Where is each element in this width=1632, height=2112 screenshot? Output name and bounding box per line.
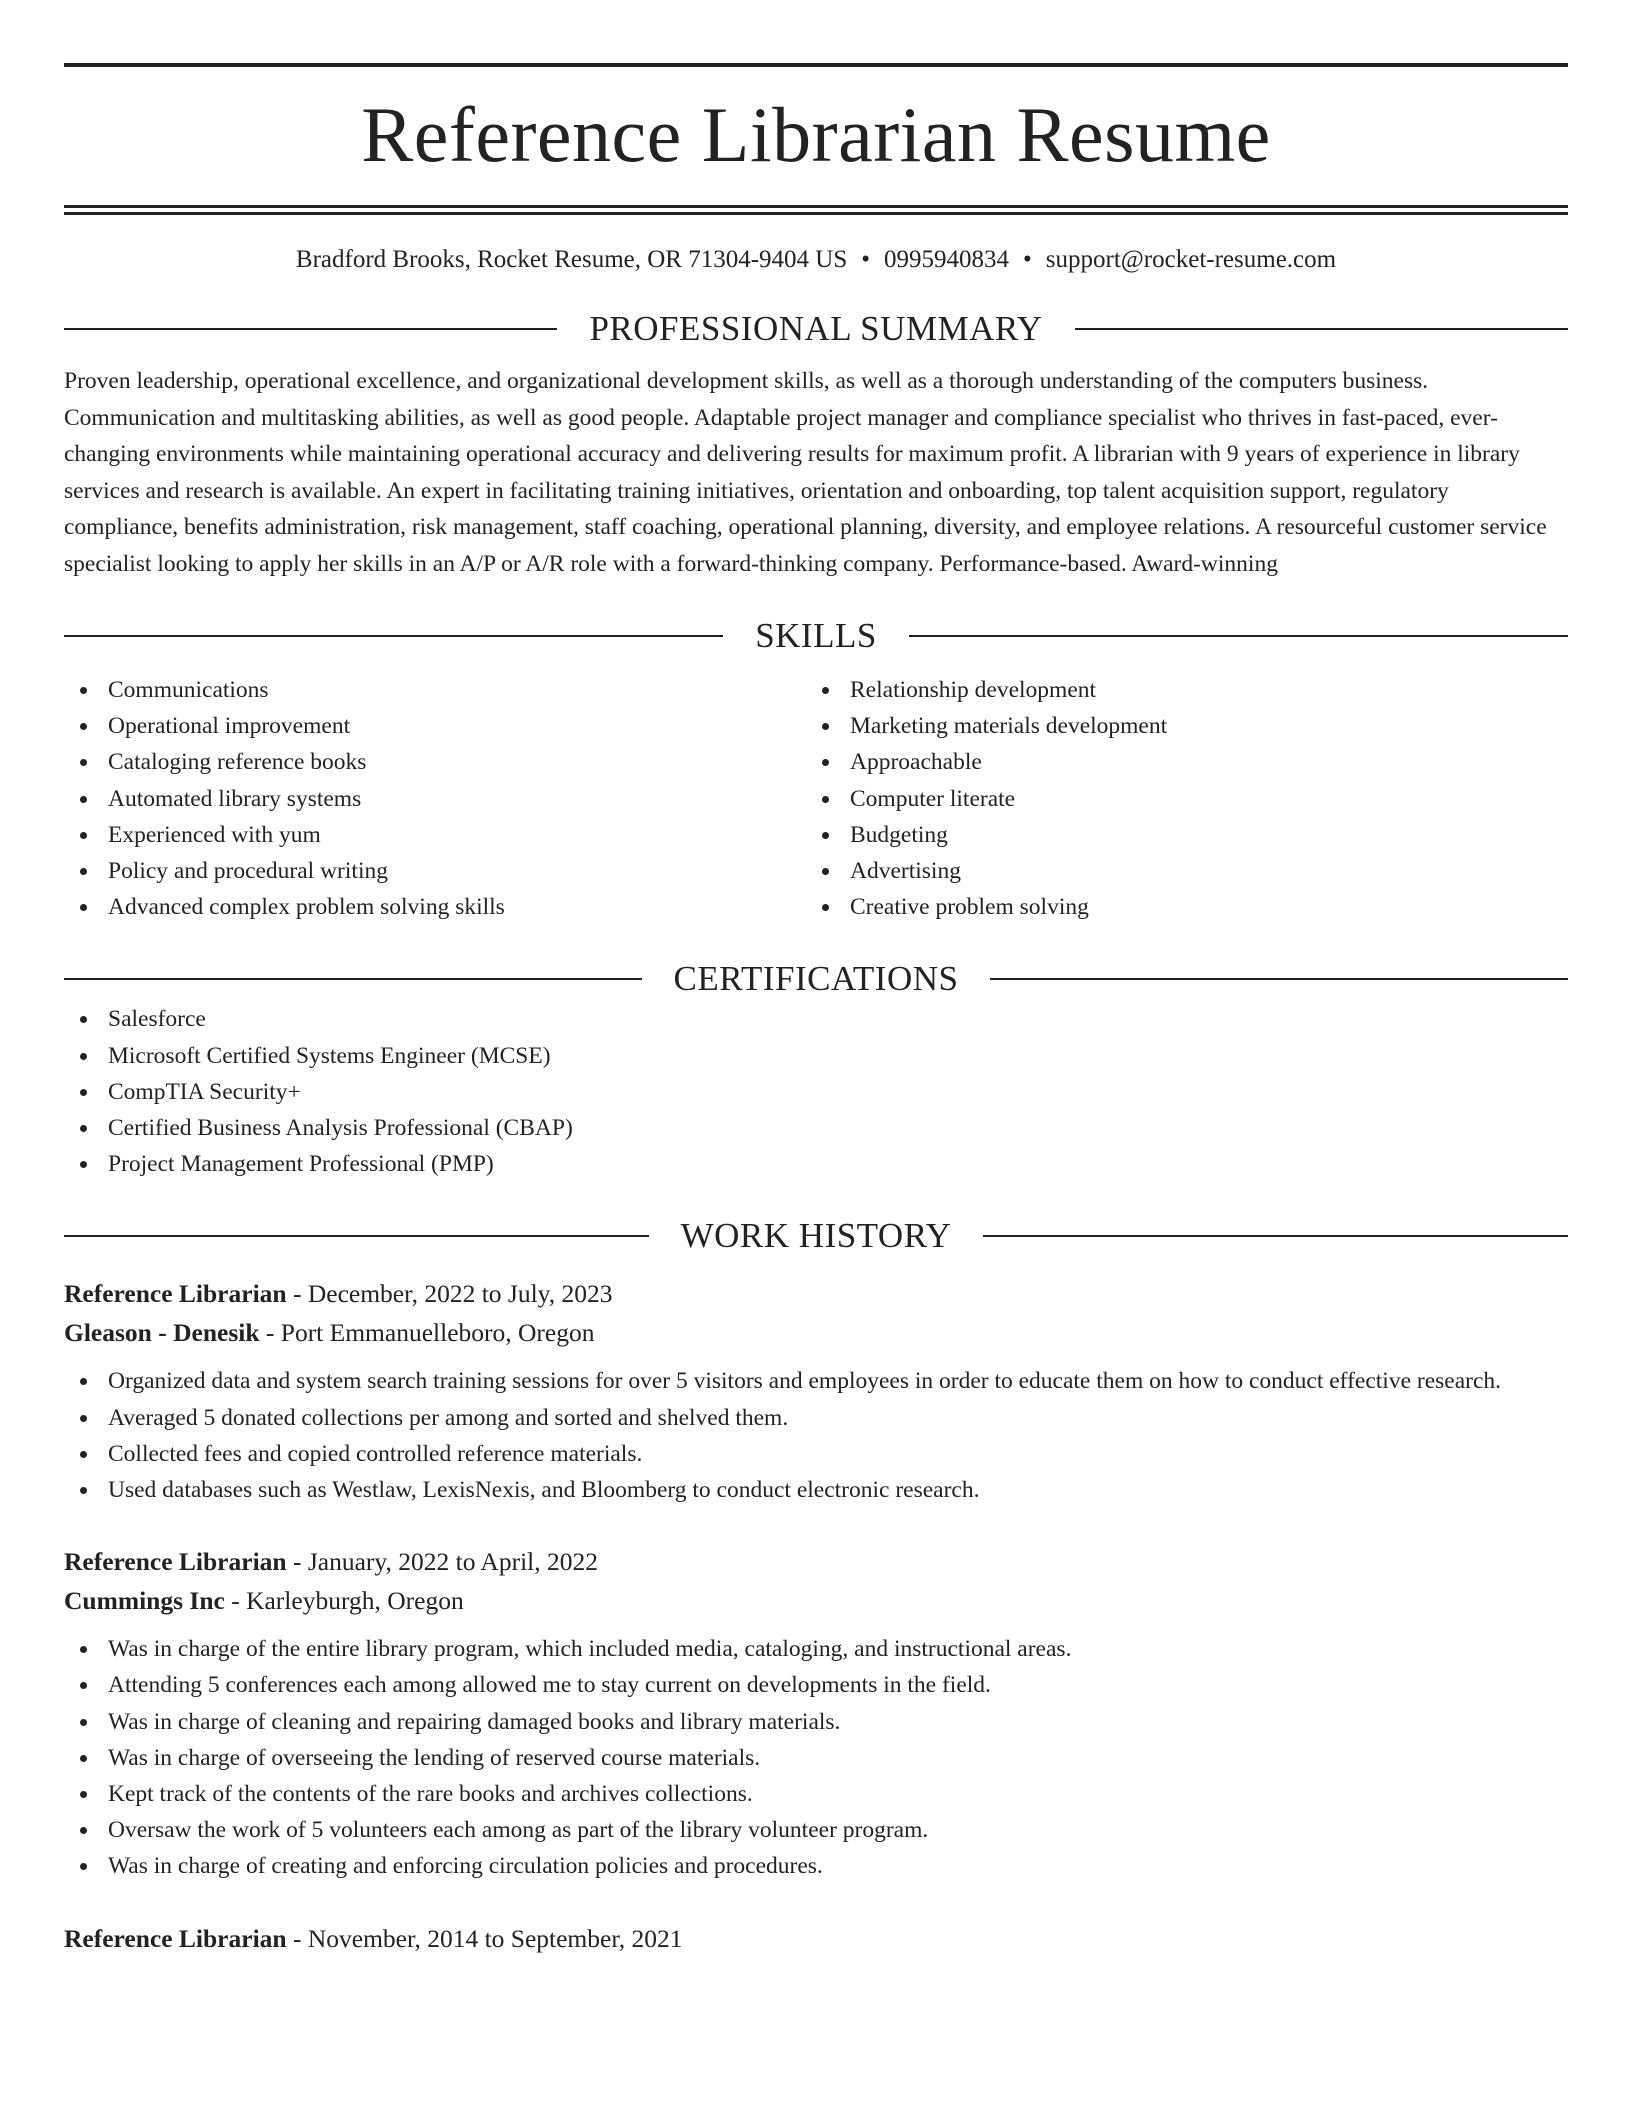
skill-item: Approachable [806,744,1548,780]
job-company: Gleason - Denesik [64,1318,260,1348]
skill-item: Budgeting [806,817,1548,853]
contact-separator: • [861,246,871,273]
skill-item: Computer literate [806,781,1548,817]
job-dates: - November, 2014 to September, 2021 [286,1923,683,1953]
job-title: Reference Librarian [64,1547,287,1577]
job-entry [64,1274,1568,1508]
title-double-rule [64,205,1568,215]
job-duty: Was in charge of cleaning and repairing damaged books and library materials. [64,1704,1568,1740]
contact-email: support@rocket-resume.com [1045,246,1337,273]
section-heading-work-history [64,1214,1568,1258]
job-dates: - December, 2022 to July, 2023 [286,1279,613,1309]
job-duties-list [64,1631,1568,1884]
job-duties-list [64,1363,1568,1508]
skills-columns [64,672,1568,925]
heading-rule-right [1075,328,1568,330]
section-heading-certifications [64,957,1568,1001]
job-company-line [64,1313,1568,1352]
skills-column-left [64,672,806,925]
job-title: Reference Librarian [64,1923,287,1953]
section-title: WORK HISTORY [680,1216,952,1256]
certification-item: Project Management Professional (PMP) [64,1146,1568,1182]
job-title-line [64,1542,1568,1581]
certification-item: Certified Business Analysis Professional (CBAP) [64,1110,1568,1146]
section-heading-summary [64,307,1568,351]
skill-item: Cataloging reference books [64,744,806,780]
heading-rule-left [64,978,642,980]
certification-item: CompTIA Security+ [64,1074,1568,1110]
job-duty: Oversaw the work of 5 volunteers each among as part of the library volunteer program. [64,1812,1568,1848]
contact-address: Bradford Brooks, Rocket Resume, OR 71304-9404 US [295,246,848,273]
resume-page [64,0,1568,1958]
skill-item: Experienced with yum [64,817,806,853]
contact-separator: • [1023,246,1032,273]
job-title: Reference Librarian [64,1279,287,1309]
skills-list-right [806,672,1548,925]
job-company-line [64,1581,1568,1620]
job-location: - Port Emmanuelleboro, Oregon [259,1318,595,1348]
heading-rule-right [909,635,1568,637]
skills-list-left [64,672,806,925]
skill-item: Operational improvement [64,708,806,744]
skill-item: Policy and procedural writing [64,853,806,889]
job-entry [64,1919,1568,1958]
job-duty: Was in charge of overseeing the lending of reserved course materials. [64,1740,1568,1776]
job-duty: Organized data and system search training sessions for over 5 visitors and employees in order to educate them on how to conduct effective research. [64,1363,1568,1399]
skill-item: Advertising [806,853,1548,889]
job-duty: Was in charge of creating and enforcing circulation policies and procedures. [64,1848,1568,1884]
section-title: CERTIFICATIONS [673,959,959,999]
skill-item: Marketing materials development [806,708,1548,744]
job-dates: - January, 2022 to April, 2022 [286,1547,598,1577]
heading-rule-left [64,1235,649,1237]
top-rule [64,63,1568,67]
summary-text: Proven leadership, operational excellence, and organizational development skills, as well as a thorough understanding of the computers business. Communication and multitasking abilities, as well as good people. Adaptable project manager and compliance specialist who thrives in fast-paced, ever-changing environments while maintaining operational accuracy and delivering results for maximum profit. A librarian with 9 years of experience in library services and research is available. An expert in facilitating training initiatives, orientation and onboarding, top talent acquisition support, regulatory compliance, benefits administration, risk management, staff coaching, operational planning, diversity, and employee relations. A resourceful customer service specialist looking to apply her skills in an A/P or A/R role with a forward-thinking company. Performance-based. Award-winning [64,368,1547,577]
heading-rule-left [64,328,557,330]
certification-item: Salesforce [64,1001,1568,1037]
heading-rule-right [983,1235,1568,1237]
section-title: SKILLS [755,616,877,655]
job-company: Cummings Inc [64,1586,225,1616]
skill-item: Relationship development [806,672,1548,708]
job-duty: Attending 5 conferences each among allowed me to stay current on developments in the field. [64,1667,1568,1703]
heading-rule-left [64,635,723,637]
section-heading-skills [64,614,1568,658]
job-entry [64,1542,1568,1884]
job-title-line [64,1919,1568,1958]
section-title: PROFESSIONAL SUMMARY [589,309,1043,348]
resume-title: Reference Librarian Resume [361,91,1271,178]
contact-phone: 0995940834 [884,246,1010,273]
skill-item: Communications [64,672,806,708]
certification-item: Microsoft Certified Systems Engineer (MCSE) [64,1038,1568,1074]
job-duty: Collected fees and copied controlled reference materials. [64,1436,1568,1472]
heading-rule-right [990,978,1568,980]
skill-item: Advanced complex problem solving skills [64,889,806,925]
job-duty: Used databases such as Westlaw, LexisNexis, and Bloomberg to conduct electronic research. [64,1472,1568,1508]
job-duty: Was in charge of the entire library program, which included media, cataloging, and instructional areas. [64,1631,1568,1667]
job-location: - Karleyburgh, Oregon [224,1586,464,1616]
job-title-line [64,1274,1568,1313]
skill-item: Automated library systems [64,781,806,817]
job-duty: Kept track of the contents of the rare books and archives collections. [64,1776,1568,1812]
job-duty: Averaged 5 donated collections per among and sorted and shelved them. [64,1400,1568,1436]
skill-item: Creative problem solving [806,889,1548,925]
skills-column-right [806,672,1548,925]
contact-line [64,245,1568,275]
certifications-list [64,1001,1568,1182]
